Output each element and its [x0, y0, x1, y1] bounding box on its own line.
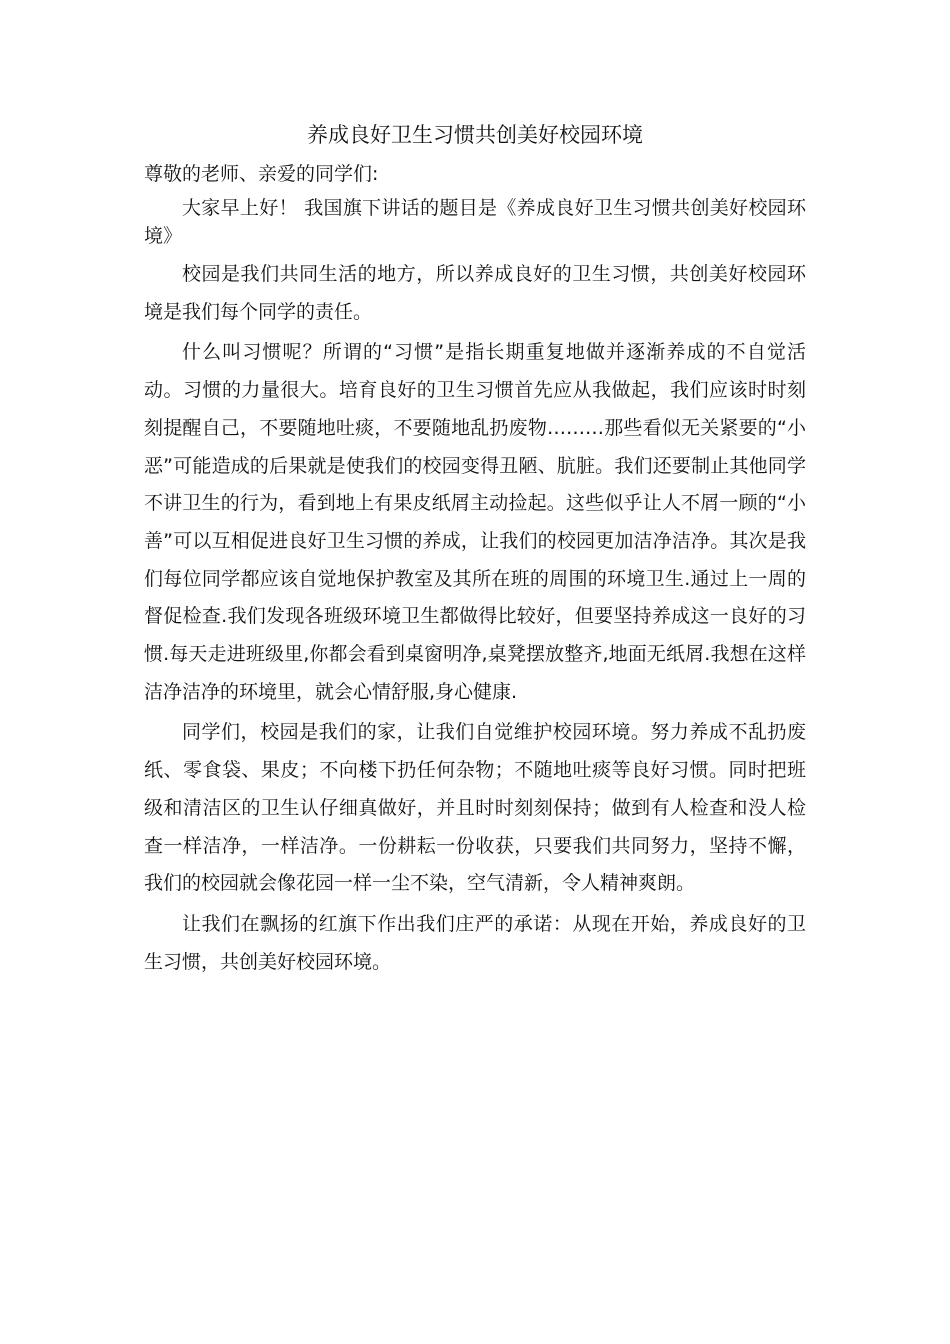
- paragraph-intro: 校园是我们共同生活的地方，所以养成良好的卫生习惯，共创美好校园环境是我们每个同学的责任。: [144, 263, 806, 323]
- salutation: 尊敬的老师、亲爱的同学们:: [144, 163, 379, 185]
- paragraph-call-to-action: 同学们，校园是我们的家，让我们自觉维护校园环境。努力养成不乱扔废纸、零食袋、果皮；不向楼下扔任何杂物；不随地吐痰等良好习惯。同时把班级和清洁区的卫生认仔细真做好，并且时时刻刻保持；做到有人检查和没人检查一样洁净，一样洁净。一份耕耘一份收获，只要我们共同努力，坚持不懈，我们的校园就会像花园一样一尘不染，空气清新，令人精神爽朗。: [144, 721, 806, 895]
- document-body: [144, 158, 806, 981]
- paragraph-greeting: 大家早上好！ 我国旗下讲话的题目是《养成良好卫生习惯共创美好校园环境》: [144, 197, 806, 247]
- paragraph-pledge: 让我们在飘扬的红旗下作出我们庄严的承诺：从现在开始，养成良好的卫生习惯，共创美好校园环境。: [144, 912, 806, 973]
- document-title: 养成良好卫生习惯共创美好校园环境: [307, 123, 643, 147]
- paragraph-habits: 什么叫习惯呢？所谓的“习惯”是指长期重复地做并逐渐养成的不自觉活动。习惯的力量很大。培育良好的卫生习惯首先应从我做起，我们应该时时刻刻提醒自己，不要随地吐痰，不要随地乱扔废物………那些看似无关紧要的“小恶”可能造成的后果就是使我们的校园变得丑陋、肮脏。我们还要制止其他同学不讲卫生的行为，看到地上有果皮纸屑主动捡起。这些似乎让人不屑一顾的“小善”可以互相促进良好卫生习惯的养成，让我们的校园更加洁净洁净。其次是我们每位同学都应该自觉地保护教室及其所在班的周围的环境卫生.通过上一周的督促检查.我们发现各班级环境卫生都做得比较好，但要坚持养成这一良好的习惯.每天走进班级里,你都会看到桌窗明净,桌凳摆放整齐,地面无纸屑.我想在这样洁净洁净的环境里，就会心情舒服,身心健康.: [144, 341, 806, 703]
